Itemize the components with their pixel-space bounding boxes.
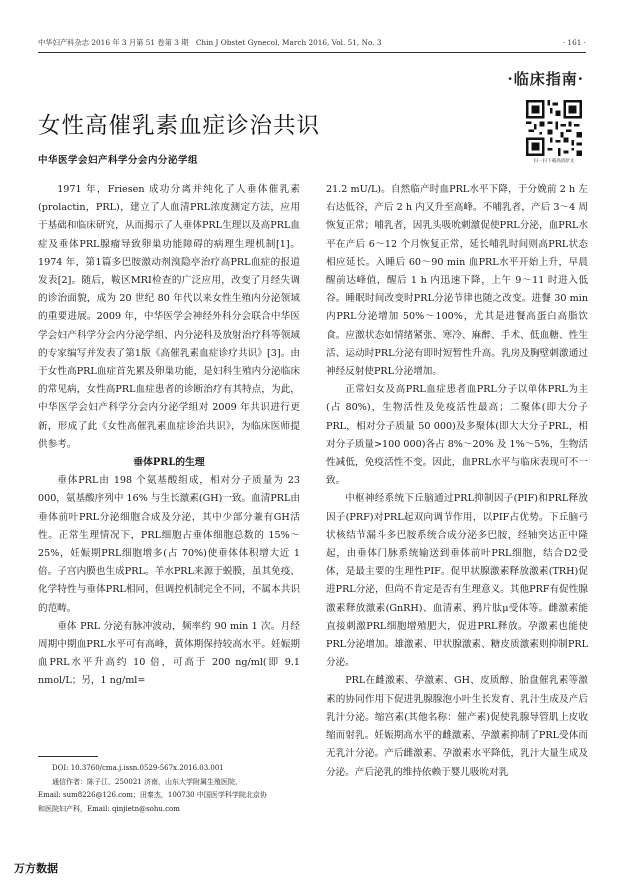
correspondence-line: 通信作者：陈子江，250021 济南，山东大学附属生殖医院， (52, 777, 242, 786)
body-paragraph: 1971 年，Friesen 成功分离并纯化了人垂体催乳素(prolactin，PRL)，建立了人血清PRL浓度测定方法，应用于基础和临床研究，从而揭示了人垂体PRL生理以及高PRL血症及垂体PRL腺瘤导致卵巢功能障碍的病理生理机制[1]。1974 年，第1篇多巴胺激动剂溴隐亭治疗高PRL血症的报道发表[2]。随后，鞍区MRI检查的广泛应用，改变了月经失调的诊治面貌，成为 20 世纪 80 年代以来女性生殖内分泌领域的重要进展。2009 年，中华医学会神经外科分会联合中华医学会妇产科学分会内分泌学组、内分泌科及放射治疗科等领域的专家编写并发表了第1版《高催乳素血症诊疗共识》[3]。由于女性高PRL血症首先累及卵巢功能，是妇科生殖内分泌临床的常见病，女性高PRL血症患者的诊断治疗有其特点，为此，中华医学会妇产科学分会内分泌学组对 2009 年共识进行更新，形成了此《女性高催乳素血症诊治共识》，为临床医师提供参考。 (38, 184, 300, 450)
left-column (38, 181, 300, 691)
section-heading: 垂体PRL的生理 (133, 457, 205, 469)
body-paragraph: 正常妇女及高PRL血症患者血PRL分子以单体PRL为主(占 80%)，生物活性及免疫活性最高；二聚体(即大分子PRL，相对分子质量 50 000)及多聚体(即大大分子PRL，相对分子质量>100 000)各占 8%～20% 及 1%～5%，生物活性减低，免疫活性不变。因此，血PRL水平与临床表现可不一致。 (326, 384, 588, 487)
footnote-rule (38, 756, 98, 757)
article-title: 女性高催乳素血症诊治共识 (38, 113, 321, 139)
footnotes (38, 762, 306, 816)
running-head: 中华妇产科杂志 2016 年 3 月第 51 卷第 3 期 Chin J Obstet Gynecol, March 2016, Vol. 51, No. 3 (38, 38, 382, 47)
body-paragraph: 垂体 PRL 分泌有脉冲波动，频率约 90 min 1 次。月经周期中期血PRL水平可有高峰，黄体期保持较高水平。妊娠期血PRL水平升高约 10 倍，可高于 200 ng/ml(即 9.1 nmol/L；另，1 ng/ml= (38, 620, 300, 687)
body-paragraph: PRL在雌激素、孕激素、GH、皮质醇、胎盘催乳素等激素的协同作用下促进乳腺腺泡小叶生长发育、乳汁生成及产后乳汁分泌。缩宫素(其他名称：催产素)促使乳腺导管肌上皮收缩而射乳。妊娠期高水平的雌激素、孕激素抑制了PRL受体而无乳汁分泌。产后雌激素、孕激素水平降低，乳汁大量生成及分泌。产后泌乳的维持依赖于婴儿吸吮对乳 (326, 675, 588, 778)
body-paragraph: 21.2 mU/L)。自然临产时血PRL水平下降，于分娩前 2 h 左右达低谷，产后 2 h 内又升至高峰。不哺乳者，产后 3～4 周恢复正常；哺乳者，因乳头吸吮刺激促使PRL分泌，血PRL水平在产后 6～12 个月恢复正常，延长哺乳时间则高PRL状态相应延长。入睡后 60～90 min 血PRL水平开始上升，早晨醒前达峰值，醒后 1 h 内迅速下降，上午 9～11 时进入低谷。睡眠时间改变时PRL分泌节律也随之改变。进餐 30 min 内PRL分泌增加 50%～100%，尤其是进餐高蛋白高脂饮食。应激状态如情绪紧张、寒冷、麻醉、手术、低血糖、性生活、运动时PRL分泌有即时短暂性升高。乳房及胸壁刺激通过神经反射使PRL分泌增加。 (326, 184, 588, 378)
page-number: · 161 · (562, 38, 586, 47)
correspondence-line: 和医院妇产科，Email: qinjietn@sohu.com (38, 804, 180, 813)
correspondence-line: Email: sum8226@126.com；田秦杰，100730 中国医学科学院北京协 (38, 791, 267, 800)
qr-code-icon[interactable] (524, 100, 584, 156)
author-line: 中华医学会妇产科学分会内分泌学组 (38, 155, 199, 166)
body-paragraph: 中枢神经系统下丘脑通过PRL抑制因子(PIF)和PRL释放因子(PRF)对PRL起双向调节作用，以PIF占优势。下丘脑弓状核结节漏斗多巴胺系统合成分泌多巴胺，经轴突达正中隆起，由垂体门脉系统输送到垂体前叶PRL细胞，结合D2受体，是最主要的生理性PIF。促甲状腺激素释放激素(TRH)促进PRL分泌，但尚不肯定是否有生理意义。其他PRF有促性腺激素释放激素(GnRH)、血清素、鸦片肽μ受体等。雌激素能直接刺激PRL细胞增殖肥大，促进PRL释放。孕激素也能使PRL分泌增加。雄激素、甲状腺激素、糖皮质激素则抑制PRL分泌。 (326, 493, 588, 669)
header-rule (38, 52, 586, 53)
doi-line: DOI: 10.3760/cma.j.issn.0529-567x.2016.03.001 (52, 764, 224, 772)
qr-caption: 扫一扫下载高清原文 (533, 159, 575, 164)
body-paragraph: 垂体PRL由 198 个氨基酸组成，相对分子质量为 23 000，氨基酸序列中 16% 与生长激素(GH)一致。血清PRL由垂体前叶PRL分泌细胞合成及分泌，其中少部分兼有GH活性。正常生理情况下，PRL细胞占垂体细胞总数的 15%～25%，妊娠期PRL细胞增多(占 70%)使垂体体积增大近 1 倍。子宫内膜也生成PRL。羊水PRL来源于蜕膜，虽其免疫、化学特性与垂体PRL相同，但调控机制完全不同，不属本共识的范畴。 (38, 475, 300, 614)
right-column (326, 181, 588, 782)
column-tag: ·临床指南· (507, 70, 584, 88)
watermark: 万方数据 (14, 862, 58, 875)
